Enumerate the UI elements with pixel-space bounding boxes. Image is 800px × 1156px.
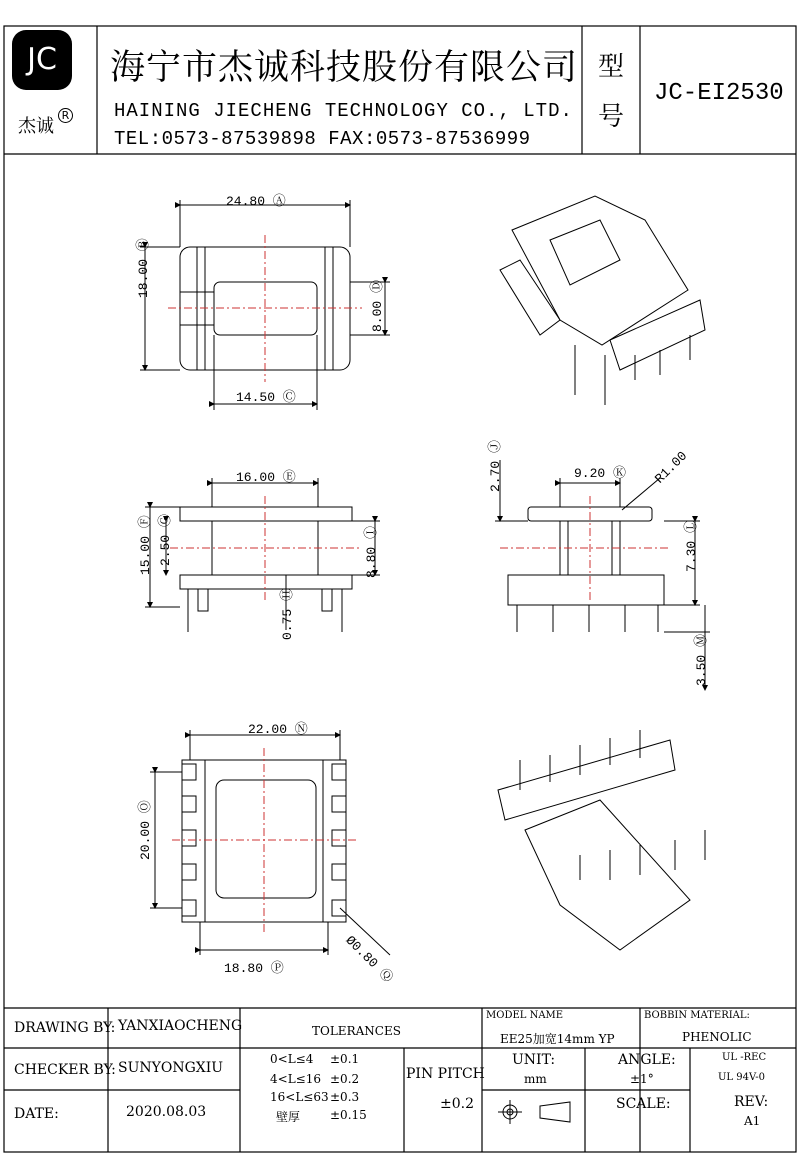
dim-side-width: 9.20 Ⓚ bbox=[574, 466, 627, 481]
tol-row2-value: ±0.2 bbox=[330, 1072, 360, 1086]
checker-by-label: CHECKER BY: bbox=[14, 1062, 116, 1078]
model-name-label: MODEL NAME bbox=[486, 1010, 564, 1021]
registered-mark: R bbox=[58, 108, 73, 123]
dim-pin-diameter: Ø0.80 Ⓠ bbox=[342, 932, 396, 986]
unit-label: UNIT: bbox=[512, 1052, 556, 1068]
projection-symbol bbox=[498, 1100, 570, 1124]
isometric-bottom-view bbox=[498, 730, 705, 950]
front-view bbox=[145, 478, 380, 632]
dim-bottom-inner-width: 18.80 Ⓟ bbox=[224, 961, 284, 976]
tol-row3-range: 16<L≤63 bbox=[270, 1090, 329, 1104]
company-name-en: HAINING JIECHENG TECHNOLOGY CO., LTD. bbox=[114, 100, 573, 122]
angle-label: ANGLE: bbox=[618, 1052, 676, 1068]
logo-sub-text: 杰诚 bbox=[18, 116, 54, 137]
bobbin-material-value: PHENOLIC bbox=[682, 1030, 752, 1044]
tol-row1-value: ±0.1 bbox=[330, 1052, 360, 1066]
drawing-by-value: YANXIAOCHENG bbox=[118, 1018, 243, 1034]
model-label-2: 号 bbox=[598, 102, 625, 132]
dim-bottom-height: 20.00 Ⓞ bbox=[138, 800, 153, 860]
ul-94v0: UL 94V-0 bbox=[718, 1072, 766, 1083]
model-number: JC-EI2530 bbox=[654, 80, 784, 107]
dim-side-pin: 3.50 Ⓜ bbox=[694, 633, 709, 686]
model-name-value: EE25加宽14mm YP bbox=[500, 1032, 615, 1046]
pin-pitch-value: ±0.2 bbox=[440, 1096, 474, 1112]
tol-row1-range: 0<L≤4 bbox=[270, 1052, 314, 1066]
dim-front-gap: 0.75 Ⓗ bbox=[280, 587, 295, 640]
isometric-top-view bbox=[500, 196, 705, 405]
ul-rec: UL -REC bbox=[722, 1052, 767, 1063]
drawing-by-label: DRAWING BY: bbox=[14, 1020, 116, 1036]
top-view bbox=[140, 200, 390, 410]
checker-by-value: SUNYONGXIU bbox=[118, 1060, 224, 1076]
tol-row3-value: ±0.3 bbox=[330, 1090, 360, 1104]
dim-front-core: 8.80 Ⓘ bbox=[364, 525, 379, 578]
tol-row4-value: ±0.15 bbox=[330, 1108, 367, 1122]
side-view bbox=[495, 460, 710, 690]
angle-value: ±1° bbox=[630, 1072, 654, 1086]
model-label-1: 型 bbox=[598, 52, 625, 82]
bottom-view bbox=[150, 730, 390, 955]
dim-side-top: 2.70 Ⓙ bbox=[488, 439, 503, 492]
pin-pitch-label: PIN PITCH bbox=[406, 1066, 485, 1082]
dim-top-height: 18.00 Ⓑ bbox=[136, 238, 151, 298]
dim-top-inner-height: 8.00 Ⓓ bbox=[370, 279, 385, 332]
date-value: 2020.08.03 bbox=[126, 1104, 207, 1120]
dim-front-width: 16.00 Ⓔ bbox=[236, 470, 296, 485]
tol-row2-range: 4<L≤16 bbox=[270, 1072, 321, 1086]
dim-bottom-width: 22.00 Ⓝ bbox=[248, 722, 308, 737]
unit-value: mm bbox=[524, 1072, 547, 1086]
rev-label: REV: bbox=[734, 1094, 769, 1110]
scale-label: SCALE: bbox=[616, 1096, 671, 1112]
dim-side-radius: R1.00 bbox=[652, 448, 691, 487]
company-contact: TEL:0573-87539898 FAX:0573-87536999 bbox=[114, 128, 531, 150]
dim-front-height: 15.00 Ⓕ bbox=[138, 515, 153, 575]
dim-side-core: 7.30 Ⓛ bbox=[684, 519, 699, 572]
tol-row4-range: 壁厚 bbox=[276, 1110, 301, 1124]
bobbin-material-label: BOBBIN MATERIAL: bbox=[644, 1010, 750, 1021]
dim-front-flange: 2.50 Ⓖ bbox=[158, 513, 173, 566]
rev-value: A1 bbox=[744, 1114, 761, 1128]
dim-top-width: 24.80 Ⓐ bbox=[226, 194, 286, 209]
date-label: DATE: bbox=[14, 1106, 59, 1122]
tolerances-label: TOLERANCES bbox=[312, 1024, 401, 1038]
dim-top-inner-width: 14.50 Ⓒ bbox=[236, 390, 296, 405]
logo-text: JC bbox=[27, 42, 57, 77]
company-name-cn: 海宁市杰诚科技股份有限公司 bbox=[110, 48, 579, 88]
